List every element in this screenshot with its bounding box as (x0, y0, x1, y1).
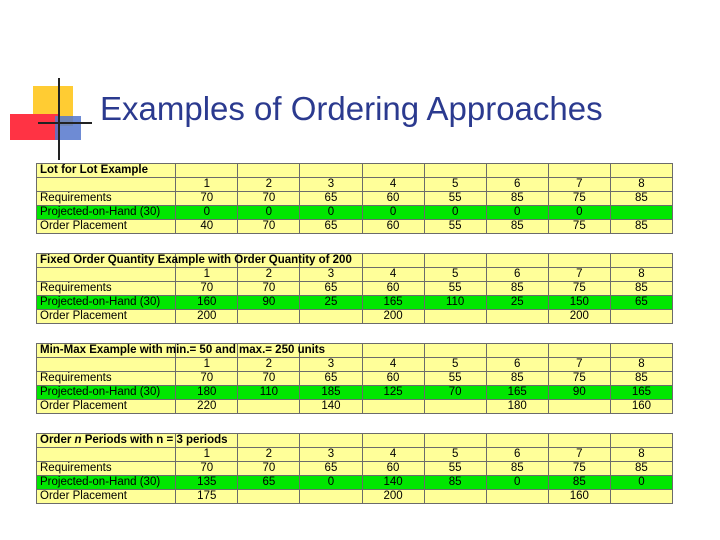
order-cell: 200 (362, 310, 424, 324)
period-cell: 6 (486, 178, 548, 192)
logo-red-bar (10, 114, 58, 140)
period-cell: 1 (176, 448, 238, 462)
table-title-blank-cell (300, 164, 362, 178)
example-table-3 (36, 343, 673, 414)
order-cell: 200 (176, 310, 238, 324)
table-title-blank-cell (486, 164, 548, 178)
order-cell (238, 490, 300, 504)
order-label: Order Placement (37, 400, 176, 414)
projected-cell: 25 (486, 296, 548, 310)
projected-cell: 85 (424, 476, 486, 490)
table-title-text: Lot for Lot Example (40, 164, 148, 176)
period-cell: 6 (486, 448, 548, 462)
projected-cell: 70 (424, 386, 486, 400)
period-row (37, 358, 673, 372)
order-cell (548, 400, 610, 414)
requirements-cell: 65 (300, 462, 362, 476)
table-title (37, 254, 352, 268)
requirements-cell: 85 (486, 282, 548, 296)
period-cell: 5 (424, 448, 486, 462)
requirements-cell: 85 (486, 192, 548, 206)
period-row (37, 448, 673, 462)
order-cell: 200 (362, 490, 424, 504)
table-title-blank-cell (424, 164, 486, 178)
period-row (37, 178, 673, 192)
table-title-blank-cell (548, 254, 610, 268)
order-cell (610, 310, 672, 324)
projected-cell: 0 (176, 206, 238, 220)
table-title-suffix: Periods with n = 3 periods (81, 434, 228, 446)
order-row (37, 490, 673, 504)
period-cell: 2 (238, 358, 300, 372)
logo-vertical-line (58, 78, 60, 160)
table-title (37, 164, 176, 178)
table-title-row (37, 164, 673, 178)
table-title-blank-cell (362, 434, 424, 448)
projected-row (37, 206, 673, 220)
projected-cell: 65 (610, 296, 672, 310)
projected-label: Projected-on-Hand (30) (37, 476, 176, 490)
period-cell: 6 (486, 268, 548, 282)
table-title-row (37, 254, 673, 268)
order-label: Order Placement (37, 490, 176, 504)
period-cell: 5 (424, 268, 486, 282)
projected-cell: 90 (548, 386, 610, 400)
order-cell: 140 (300, 400, 362, 414)
order-cell (238, 310, 300, 324)
period-label-cell (37, 178, 176, 192)
period-cell: 8 (610, 178, 672, 192)
order-cell: 180 (486, 400, 548, 414)
projected-cell: 125 (362, 386, 424, 400)
table-title-text: Min-Max Example with min.= 50 and max.= 250 units (40, 344, 326, 356)
order-cell: 175 (176, 490, 238, 504)
table-title-blank-cell (610, 254, 672, 268)
projected-cell: 0 (486, 206, 548, 220)
table-title-row (37, 434, 673, 448)
requirements-cell: 75 (548, 192, 610, 206)
projected-row (37, 476, 673, 490)
table-title-blank-cell (300, 434, 362, 448)
projected-cell: 185 (300, 386, 362, 400)
projected-cell: 0 (300, 206, 362, 220)
projected-label: Projected-on-Hand (30) (37, 296, 176, 310)
requirements-cell: 70 (238, 282, 300, 296)
period-cell: 4 (362, 448, 424, 462)
period-cell: 7 (548, 358, 610, 372)
period-cell: 5 (424, 178, 486, 192)
requirements-cell: 75 (548, 282, 610, 296)
projected-cell: 90 (238, 296, 300, 310)
projected-cell: 110 (238, 386, 300, 400)
projected-cell: 140 (362, 476, 424, 490)
projected-cell: 0 (548, 206, 610, 220)
order-cell (362, 400, 424, 414)
table-title-blank-cell (176, 164, 238, 178)
table-title-blank-cell (610, 434, 672, 448)
period-cell: 8 (610, 268, 672, 282)
requirements-row (37, 372, 673, 386)
requirements-cell: 70 (238, 372, 300, 386)
period-cell: 4 (362, 358, 424, 372)
projected-cell: 135 (176, 476, 238, 490)
requirements-cell: 55 (424, 192, 486, 206)
projected-cell: 65 (238, 476, 300, 490)
requirements-cell: 55 (424, 282, 486, 296)
projected-cell: 85 (548, 476, 610, 490)
requirements-row (37, 192, 673, 206)
order-cell: 70 (238, 220, 300, 234)
period-cell: 2 (238, 178, 300, 192)
table-title-blank-cell (486, 254, 548, 268)
order-row (37, 400, 673, 414)
requirements-cell: 65 (300, 192, 362, 206)
projected-label: Projected-on-Hand (30) (37, 386, 176, 400)
order-label: Order Placement (37, 310, 176, 324)
projected-cell: 25 (300, 296, 362, 310)
requirements-cell: 60 (362, 372, 424, 386)
table-title-blank-cell (424, 434, 486, 448)
projected-row (37, 296, 673, 310)
requirements-cell: 70 (176, 462, 238, 476)
order-cell (424, 400, 486, 414)
period-cell: 8 (610, 448, 672, 462)
requirements-label: Requirements (37, 372, 176, 386)
order-row (37, 310, 673, 324)
requirements-cell: 85 (486, 372, 548, 386)
period-cell: 4 (362, 268, 424, 282)
order-cell (238, 400, 300, 414)
order-cell: 85 (610, 220, 672, 234)
period-cell: 3 (300, 448, 362, 462)
period-cell: 1 (176, 268, 238, 282)
table-title-blank-cell (362, 164, 424, 178)
requirements-label: Requirements (37, 282, 176, 296)
projected-cell: 165 (486, 386, 548, 400)
period-cell: 5 (424, 358, 486, 372)
order-cell: 75 (548, 220, 610, 234)
example-table-4 (36, 433, 673, 504)
projected-cell (610, 206, 672, 220)
table-title-blank-cell (362, 344, 424, 358)
period-cell: 7 (548, 178, 610, 192)
period-label-cell (37, 448, 176, 462)
table-title-blank-cell (548, 164, 610, 178)
requirements-cell: 55 (424, 462, 486, 476)
table-title-blank-cell (362, 254, 424, 268)
table-title-blank-cell (424, 254, 486, 268)
requirements-cell: 70 (176, 192, 238, 206)
example-table-2 (36, 253, 673, 324)
period-label-cell (37, 358, 176, 372)
order-cell: 160 (610, 400, 672, 414)
table-title (37, 434, 228, 448)
order-cell (424, 310, 486, 324)
projected-cell: 165 (610, 386, 672, 400)
requirements-label: Requirements (37, 192, 176, 206)
table-title-text: Order (40, 434, 75, 446)
requirements-cell: 65 (300, 282, 362, 296)
period-cell: 4 (362, 178, 424, 192)
period-row (37, 268, 673, 282)
projected-label: Projected-on-Hand (30) (37, 206, 176, 220)
requirements-label: Requirements (37, 462, 176, 476)
period-cell: 1 (176, 358, 238, 372)
period-cell: 3 (300, 358, 362, 372)
table-title-italic: n (74, 434, 82, 446)
requirements-cell: 85 (610, 372, 672, 386)
projected-cell: 160 (176, 296, 238, 310)
requirements-cell: 85 (610, 282, 672, 296)
requirements-row (37, 282, 673, 296)
projected-cell: 110 (424, 296, 486, 310)
table-title-row (37, 344, 673, 358)
period-cell: 6 (486, 358, 548, 372)
projected-row (37, 386, 673, 400)
projected-cell: 0 (362, 206, 424, 220)
projected-cell: 165 (362, 296, 424, 310)
period-cell: 7 (548, 448, 610, 462)
table-title-blank-cell (238, 434, 300, 448)
table-title-blank-cell (548, 344, 610, 358)
order-cell: 60 (362, 220, 424, 234)
requirements-cell: 75 (548, 462, 610, 476)
order-cell: 40 (176, 220, 238, 234)
projected-cell: 0 (424, 206, 486, 220)
projected-cell: 0 (486, 476, 548, 490)
order-cell (300, 310, 362, 324)
requirements-cell: 70 (176, 372, 238, 386)
table-title-text: Fixed Order Quantity Example with Order Quantity of 200 (40, 254, 352, 266)
logo-horizontal-line (38, 122, 92, 124)
order-row (37, 220, 673, 234)
table-title (37, 344, 326, 358)
projected-cell: 0 (610, 476, 672, 490)
requirements-cell: 75 (548, 372, 610, 386)
period-cell: 2 (238, 448, 300, 462)
table-title-blank-cell (610, 164, 672, 178)
requirements-cell: 65 (300, 372, 362, 386)
order-cell: 160 (548, 490, 610, 504)
order-cell: 200 (548, 310, 610, 324)
period-cell: 1 (176, 178, 238, 192)
period-cell: 8 (610, 358, 672, 372)
requirements-cell: 60 (362, 462, 424, 476)
projected-cell: 0 (238, 206, 300, 220)
order-cell: 220 (176, 400, 238, 414)
order-cell (610, 490, 672, 504)
slide-logo (0, 0, 100, 170)
order-cell: 55 (424, 220, 486, 234)
table-title-blank-cell (486, 434, 548, 448)
requirements-cell: 70 (238, 192, 300, 206)
order-cell (300, 490, 362, 504)
projected-cell: 180 (176, 386, 238, 400)
slide-title: Examples of Ordering Approaches (100, 90, 603, 127)
requirements-cell: 55 (424, 372, 486, 386)
requirements-cell: 70 (238, 462, 300, 476)
requirements-row (37, 462, 673, 476)
example-table-1 (36, 163, 673, 234)
requirements-cell: 70 (176, 282, 238, 296)
period-cell: 3 (300, 178, 362, 192)
table-title-blank-cell (486, 344, 548, 358)
projected-cell: 0 (300, 476, 362, 490)
requirements-cell: 60 (362, 192, 424, 206)
period-cell: 7 (548, 268, 610, 282)
requirements-cell: 85 (610, 192, 672, 206)
period-label-cell (37, 268, 176, 282)
order-cell: 85 (486, 220, 548, 234)
period-cell: 3 (300, 268, 362, 282)
table-title-blank-cell (610, 344, 672, 358)
requirements-cell: 85 (486, 462, 548, 476)
table-title-blank-cell (238, 164, 300, 178)
order-cell (486, 490, 548, 504)
projected-cell: 150 (548, 296, 610, 310)
table-title-blank-cell (424, 344, 486, 358)
requirements-cell: 60 (362, 282, 424, 296)
table-title-blank-cell (548, 434, 610, 448)
order-cell (486, 310, 548, 324)
order-cell: 65 (300, 220, 362, 234)
order-label: Order Placement (37, 220, 176, 234)
order-cell (424, 490, 486, 504)
period-cell: 2 (238, 268, 300, 282)
requirements-cell: 85 (610, 462, 672, 476)
